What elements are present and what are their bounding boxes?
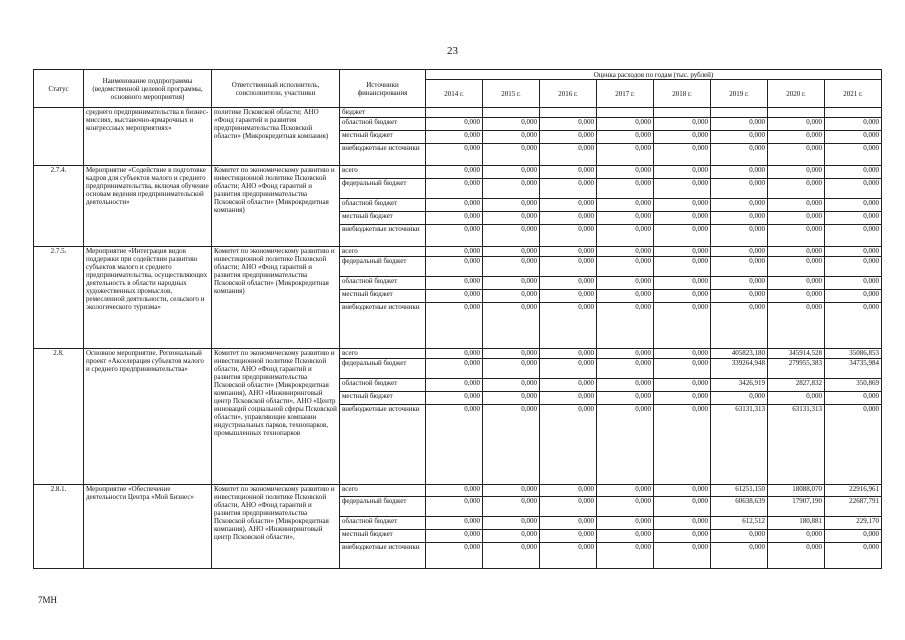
funding-source-cell: всего: [340, 349, 426, 359]
funding-source-cell: местный бюджет: [340, 530, 426, 543]
amount-cell: 0,000: [426, 303, 483, 349]
amount-cell: 0,000: [540, 392, 597, 405]
header-year: 2019 г.: [711, 80, 768, 108]
amount-cell: 0,000: [426, 359, 483, 379]
amount-cell: 0,000: [540, 303, 597, 349]
header-year: 2021 г.: [825, 80, 882, 108]
amount-cell: 0,000: [654, 179, 711, 199]
amount-cell: 0,000: [540, 497, 597, 517]
funding-source-cell: бюджет: [340, 108, 426, 118]
amount-cell: 0,000: [426, 392, 483, 405]
amount-cell: 0,000: [597, 199, 654, 212]
amount-cell: 0,000: [711, 530, 768, 543]
header-year: 2016 г.: [540, 80, 597, 108]
amount-cell: 0,000: [711, 166, 768, 179]
amount-cell: 0,000: [426, 349, 483, 359]
amount-cell: 0,000: [426, 290, 483, 303]
header-year: 2014 г.: [426, 80, 483, 108]
page-number: 23: [447, 45, 458, 57]
amount-cell: 0,000: [711, 212, 768, 225]
amount-cell: 0,000: [768, 277, 825, 290]
header-sources: Источники финансирования: [340, 70, 426, 108]
amount-cell: 0,000: [768, 392, 825, 405]
amount-cell: 0,000: [825, 118, 882, 131]
amount-cell: 0,000: [426, 530, 483, 543]
amount-cell: 0,000: [654, 131, 711, 144]
amount-cell: 0,000: [654, 530, 711, 543]
amount-cell: 0,000: [483, 166, 540, 179]
table-row: [34, 485, 882, 497]
amount-cell: 0,000: [825, 179, 882, 199]
funding-source-cell: областной бюджет: [340, 379, 426, 392]
amount-cell: 0,000: [483, 118, 540, 131]
amount-cell: [483, 108, 540, 118]
amount-cell: 0,000: [483, 247, 540, 257]
amount-cell: 0,000: [825, 199, 882, 212]
funding-source-cell: областной бюджет: [340, 517, 426, 530]
amount-cell: 0,000: [483, 290, 540, 303]
amount-cell: 0,000: [654, 277, 711, 290]
amount-cell: 0,000: [426, 166, 483, 179]
amount-cell: 0,000: [483, 257, 540, 277]
amount-cell: 0,000: [654, 497, 711, 517]
amount-cell: 0,000: [483, 179, 540, 199]
amount-cell: [711, 108, 768, 118]
amount-cell: 0,000: [426, 543, 483, 569]
amount-cell: 0,000: [540, 225, 597, 247]
amount-cell: 0,000: [768, 225, 825, 247]
funding-source-cell: федеральный бюджет: [340, 179, 426, 199]
amount-cell: 0,000: [540, 517, 597, 530]
amount-cell: 0,000: [825, 405, 882, 485]
funding-source-cell: областной бюджет: [340, 199, 426, 212]
amount-cell: 0,000: [483, 225, 540, 247]
amount-cell: 0,000: [711, 225, 768, 247]
amount-cell: 0,000: [768, 199, 825, 212]
amount-cell: [597, 108, 654, 118]
amount-cell: 22916,961: [825, 485, 882, 497]
amount-cell: 0,000: [597, 277, 654, 290]
amount-cell: 0,000: [825, 131, 882, 144]
funding-source-cell: всего: [340, 485, 426, 497]
status-cell: 2.8.1.: [34, 485, 84, 569]
executor-cell: Комитет по экономическому развитию и инвестиционной политике Псковской области; АНО «Фонд гарантий и развития предпринимательства Псковской области» (Микрокредитная компания): [212, 166, 340, 247]
amount-cell: 0,000: [825, 225, 882, 247]
header-estimate: Оценка расходов по годам (тыс. рублей): [426, 70, 882, 80]
amount-cell: 612,512: [711, 517, 768, 530]
amount-cell: 22687,791: [825, 497, 882, 517]
amount-cell: [768, 108, 825, 118]
budget-table-wrap: [33, 69, 882, 569]
amount-cell: 0,000: [825, 212, 882, 225]
amount-cell: 0,000: [768, 212, 825, 225]
amount-cell: 0,000: [768, 290, 825, 303]
program-name-cell: Мероприятие «Интеграция видов поддержки при содействии развитию субъектов малого и среднего предпринимательства, осуществляющих деятельность в области народных художественных промыслов, ремесленной деятельности, сельского и экологического туризма»: [84, 247, 212, 349]
amount-cell: 0,000: [711, 257, 768, 277]
program-name-cell: Мероприятие «Содействие в подготовке кадров для субъектов малого и среднего предпринимательства, включая обучение основам ведения предпринимательской деятельности»: [84, 166, 212, 247]
amount-cell: 0,000: [654, 144, 711, 166]
amount-cell: 0,000: [483, 543, 540, 569]
amount-cell: 0,000: [426, 517, 483, 530]
amount-cell: 0,000: [426, 179, 483, 199]
amount-cell: 0,000: [825, 543, 882, 569]
amount-cell: 0,000: [426, 144, 483, 166]
amount-cell: 18088,070: [768, 485, 825, 497]
amount-cell: [540, 108, 597, 118]
amount-cell: 0,000: [597, 247, 654, 257]
funding-source-cell: федеральный бюджет: [340, 257, 426, 277]
amount-cell: 0,000: [711, 247, 768, 257]
funding-source-cell: всего: [340, 166, 426, 179]
amount-cell: 0,000: [654, 257, 711, 277]
table-header: [34, 70, 882, 108]
amount-cell: 0,000: [711, 543, 768, 569]
amount-cell: 0,000: [597, 144, 654, 166]
amount-cell: 0,000: [540, 247, 597, 257]
program-name-cell: Основное мероприятие. Региональный проект «Акселерация субъектов малого и среднего предпринимательства»: [84, 349, 212, 485]
amount-cell: 0,000: [597, 517, 654, 530]
funding-source-cell: местный бюджет: [340, 392, 426, 405]
amount-cell: 0,000: [768, 257, 825, 277]
amount-cell: 0,000: [483, 131, 540, 144]
amount-cell: 0,000: [711, 144, 768, 166]
header-year: 2020 г.: [768, 80, 825, 108]
amount-cell: 0,000: [540, 349, 597, 359]
executor-cell: Комитет по экономическому развитию и инвестиционной политике Псковской области, АНО «Фонд гарантий и развития предпринимательства Псковской области» (Микрокредитная компания), АНО «Инжиниринговый центр Псковской области», АНО «Центр инноваций социальной сферы Псковской области», управляющие компании индустриальных парков, технопарков, промышленных технопарков: [212, 349, 340, 485]
amount-cell: 0,000: [825, 392, 882, 405]
amount-cell: 0,000: [825, 530, 882, 543]
amount-cell: 0,000: [711, 131, 768, 144]
amount-cell: 0,000: [540, 290, 597, 303]
amount-cell: 0,000: [654, 199, 711, 212]
amount-cell: 0,000: [597, 303, 654, 349]
amount-cell: 0,000: [825, 247, 882, 257]
table-row: [34, 108, 882, 118]
amount-cell: 0,000: [597, 379, 654, 392]
amount-cell: 0,000: [597, 349, 654, 359]
amount-cell: 0,000: [540, 359, 597, 379]
amount-cell: 0,000: [654, 212, 711, 225]
amount-cell: 0,000: [768, 303, 825, 349]
amount-cell: 0,000: [483, 392, 540, 405]
amount-cell: 0,000: [483, 485, 540, 497]
amount-cell: 0,000: [654, 303, 711, 349]
amount-cell: 0,000: [597, 179, 654, 199]
amount-cell: 350,869: [825, 379, 882, 392]
amount-cell: 0,000: [483, 277, 540, 290]
amount-cell: 0,000: [540, 485, 597, 497]
amount-cell: 0,000: [825, 277, 882, 290]
amount-cell: 61251,150: [711, 485, 768, 497]
amount-cell: 3426,919: [711, 379, 768, 392]
amount-cell: 0,000: [654, 543, 711, 569]
amount-cell: 0,000: [597, 497, 654, 517]
funding-source-cell: местный бюджет: [340, 131, 426, 144]
amount-cell: 0,000: [825, 303, 882, 349]
amount-cell: 339264,948: [711, 359, 768, 379]
amount-cell: 0,000: [597, 392, 654, 405]
amount-cell: 63131,313: [711, 405, 768, 485]
header-name: Наименование подпрограммы (ведомственной целевой программы, основного мероприятия): [84, 70, 212, 108]
amount-cell: 0,000: [654, 166, 711, 179]
funding-source-cell: областной бюджет: [340, 277, 426, 290]
amount-cell: 0,000: [597, 225, 654, 247]
amount-cell: 0,000: [540, 277, 597, 290]
budget-table: [33, 69, 882, 569]
amount-cell: 0,000: [654, 225, 711, 247]
amount-cell: 0,000: [654, 247, 711, 257]
funding-source-cell: всего: [340, 247, 426, 257]
amount-cell: 0,000: [654, 349, 711, 359]
executor-cell: Комитет по экономическому развитию и инвестиционной политике Псковской области, АНО «Фонд гарантий и развития предпринимательства Псковской области» (Микрокредитная компания), АНО «Инжиниринговый центр Псковской области»,: [212, 485, 340, 569]
amount-cell: 60638,639: [711, 497, 768, 517]
amount-cell: 0,000: [654, 290, 711, 303]
amount-cell: 0,000: [597, 359, 654, 379]
amount-cell: 0,000: [768, 179, 825, 199]
amount-cell: 180,881: [768, 517, 825, 530]
amount-cell: 0,000: [426, 379, 483, 392]
amount-cell: 0,000: [768, 530, 825, 543]
amount-cell: 0,000: [768, 131, 825, 144]
amount-cell: 2827,832: [768, 379, 825, 392]
amount-cell: 0,000: [483, 405, 540, 485]
amount-cell: 0,000: [426, 485, 483, 497]
amount-cell: 63131,313: [768, 405, 825, 485]
amount-cell: 0,000: [597, 290, 654, 303]
header-status: Статус: [34, 70, 84, 108]
amount-cell: 0,000: [483, 199, 540, 212]
amount-cell: 0,000: [426, 497, 483, 517]
program-name-cell: Мероприятие «Обеспечение деятельности Центра «Мой Бизнес»: [84, 485, 212, 569]
status-cell: 2.7.5.: [34, 247, 84, 349]
amount-cell: 229,170: [825, 517, 882, 530]
table-row: [34, 247, 882, 257]
funding-source-cell: внебюджетные источники: [340, 225, 426, 247]
amount-cell: 0,000: [768, 118, 825, 131]
amount-cell: 0,000: [540, 144, 597, 166]
status-cell: [34, 108, 84, 166]
amount-cell: 0,000: [426, 257, 483, 277]
amount-cell: 0,000: [597, 485, 654, 497]
amount-cell: 0,000: [654, 405, 711, 485]
funding-source-cell: федеральный бюджет: [340, 497, 426, 517]
amount-cell: 0,000: [768, 247, 825, 257]
amount-cell: 0,000: [483, 359, 540, 379]
amount-cell: 0,000: [711, 277, 768, 290]
amount-cell: 0,000: [654, 392, 711, 405]
amount-cell: 0,000: [483, 517, 540, 530]
amount-cell: 0,000: [597, 543, 654, 569]
funding-source-cell: местный бюджет: [340, 290, 426, 303]
amount-cell: 0,000: [768, 144, 825, 166]
funding-source-cell: областной бюджет: [340, 118, 426, 131]
amount-cell: 17907,190: [768, 497, 825, 517]
amount-cell: 0,000: [825, 166, 882, 179]
amount-cell: 0,000: [483, 144, 540, 166]
amount-cell: 0,000: [540, 212, 597, 225]
amount-cell: 0,000: [597, 131, 654, 144]
amount-cell: 0,000: [711, 392, 768, 405]
amount-cell: [825, 108, 882, 118]
amount-cell: 0,000: [711, 118, 768, 131]
funding-source-cell: внебюджетные источники: [340, 543, 426, 569]
status-cell: 2.8.: [34, 349, 84, 485]
funding-source-cell: внебюджетные источники: [340, 405, 426, 485]
amount-cell: 0,000: [540, 166, 597, 179]
table-body: [34, 108, 882, 569]
amount-cell: 0,000: [540, 179, 597, 199]
amount-cell: [654, 108, 711, 118]
amount-cell: 0,000: [426, 199, 483, 212]
header-year: 2017 г.: [597, 80, 654, 108]
executor-cell: Комитет по экономическому развитию и инвестиционной политике Псковской области; АНО «Фонд гарантий и развития предпринимательства Псковской области» (Микрокредитная компания): [212, 247, 340, 349]
funding-source-cell: местный бюджет: [340, 212, 426, 225]
footer-code: 7MH: [38, 595, 58, 605]
amount-cell: 0,000: [426, 212, 483, 225]
amount-cell: 0,000: [426, 131, 483, 144]
amount-cell: 0,000: [426, 277, 483, 290]
amount-cell: 0,000: [768, 543, 825, 569]
amount-cell: 0,000: [825, 144, 882, 166]
amount-cell: 0,000: [483, 212, 540, 225]
amount-cell: 0,000: [540, 131, 597, 144]
amount-cell: 34735,984: [825, 359, 882, 379]
funding-source-cell: внебюджетные источники: [340, 144, 426, 166]
amount-cell: 405823,180: [711, 349, 768, 359]
amount-cell: 0,000: [540, 199, 597, 212]
header-executor: Ответственный исполнитель, соисполнители, участники: [212, 70, 340, 108]
amount-cell: 0,000: [825, 257, 882, 277]
amount-cell: 0,000: [711, 199, 768, 212]
table-row: [34, 349, 882, 359]
funding-source-cell: федеральный бюджет: [340, 359, 426, 379]
amount-cell: 0,000: [654, 517, 711, 530]
amount-cell: 0,000: [597, 118, 654, 131]
amount-cell: 0,000: [483, 379, 540, 392]
amount-cell: 0,000: [540, 118, 597, 131]
amount-cell: 0,000: [540, 543, 597, 569]
amount-cell: 0,000: [483, 497, 540, 517]
amount-cell: 0,000: [711, 303, 768, 349]
amount-cell: 35086,853: [825, 349, 882, 359]
amount-cell: 0,000: [483, 303, 540, 349]
amount-cell: 0,000: [711, 179, 768, 199]
amount-cell: 0,000: [426, 405, 483, 485]
amount-cell: 0,000: [711, 290, 768, 303]
amount-cell: 0,000: [597, 212, 654, 225]
amount-cell: 279955,383: [768, 359, 825, 379]
amount-cell: 0,000: [540, 257, 597, 277]
amount-cell: 0,000: [483, 349, 540, 359]
amount-cell: 0,000: [426, 247, 483, 257]
status-cell: 2.7.4.: [34, 166, 84, 247]
amount-cell: 0,000: [825, 290, 882, 303]
amount-cell: [426, 108, 483, 118]
amount-cell: 0,000: [540, 379, 597, 392]
amount-cell: 0,000: [540, 530, 597, 543]
amount-cell: 0,000: [426, 118, 483, 131]
executor-cell: политике Псковской области; АНО «Фонд гарантий и развития предпринимательства Псковской области» (Микрокредитная компания): [212, 108, 340, 166]
amount-cell: 0,000: [597, 166, 654, 179]
amount-cell: 0,000: [426, 225, 483, 247]
amount-cell: 0,000: [483, 530, 540, 543]
amount-cell: 0,000: [654, 379, 711, 392]
amount-cell: 0,000: [654, 485, 711, 497]
amount-cell: 0,000: [597, 405, 654, 485]
amount-cell: 0,000: [597, 257, 654, 277]
header-year: 2018 г.: [654, 80, 711, 108]
amount-cell: 0,000: [597, 530, 654, 543]
amount-cell: 0,000: [654, 118, 711, 131]
header-year: 2015 г.: [483, 80, 540, 108]
table-row: [34, 166, 882, 179]
program-name-cell: среднего предпринимательства в бизнес-миссиях, выставочно-ярмарочных и конгрессных мероприятиях»: [84, 108, 212, 166]
amount-cell: 0,000: [654, 359, 711, 379]
amount-cell: 0,000: [768, 166, 825, 179]
funding-source-cell: внебюджетные источники: [340, 303, 426, 349]
amount-cell: 345914,528: [768, 349, 825, 359]
amount-cell: 0,000: [540, 405, 597, 485]
